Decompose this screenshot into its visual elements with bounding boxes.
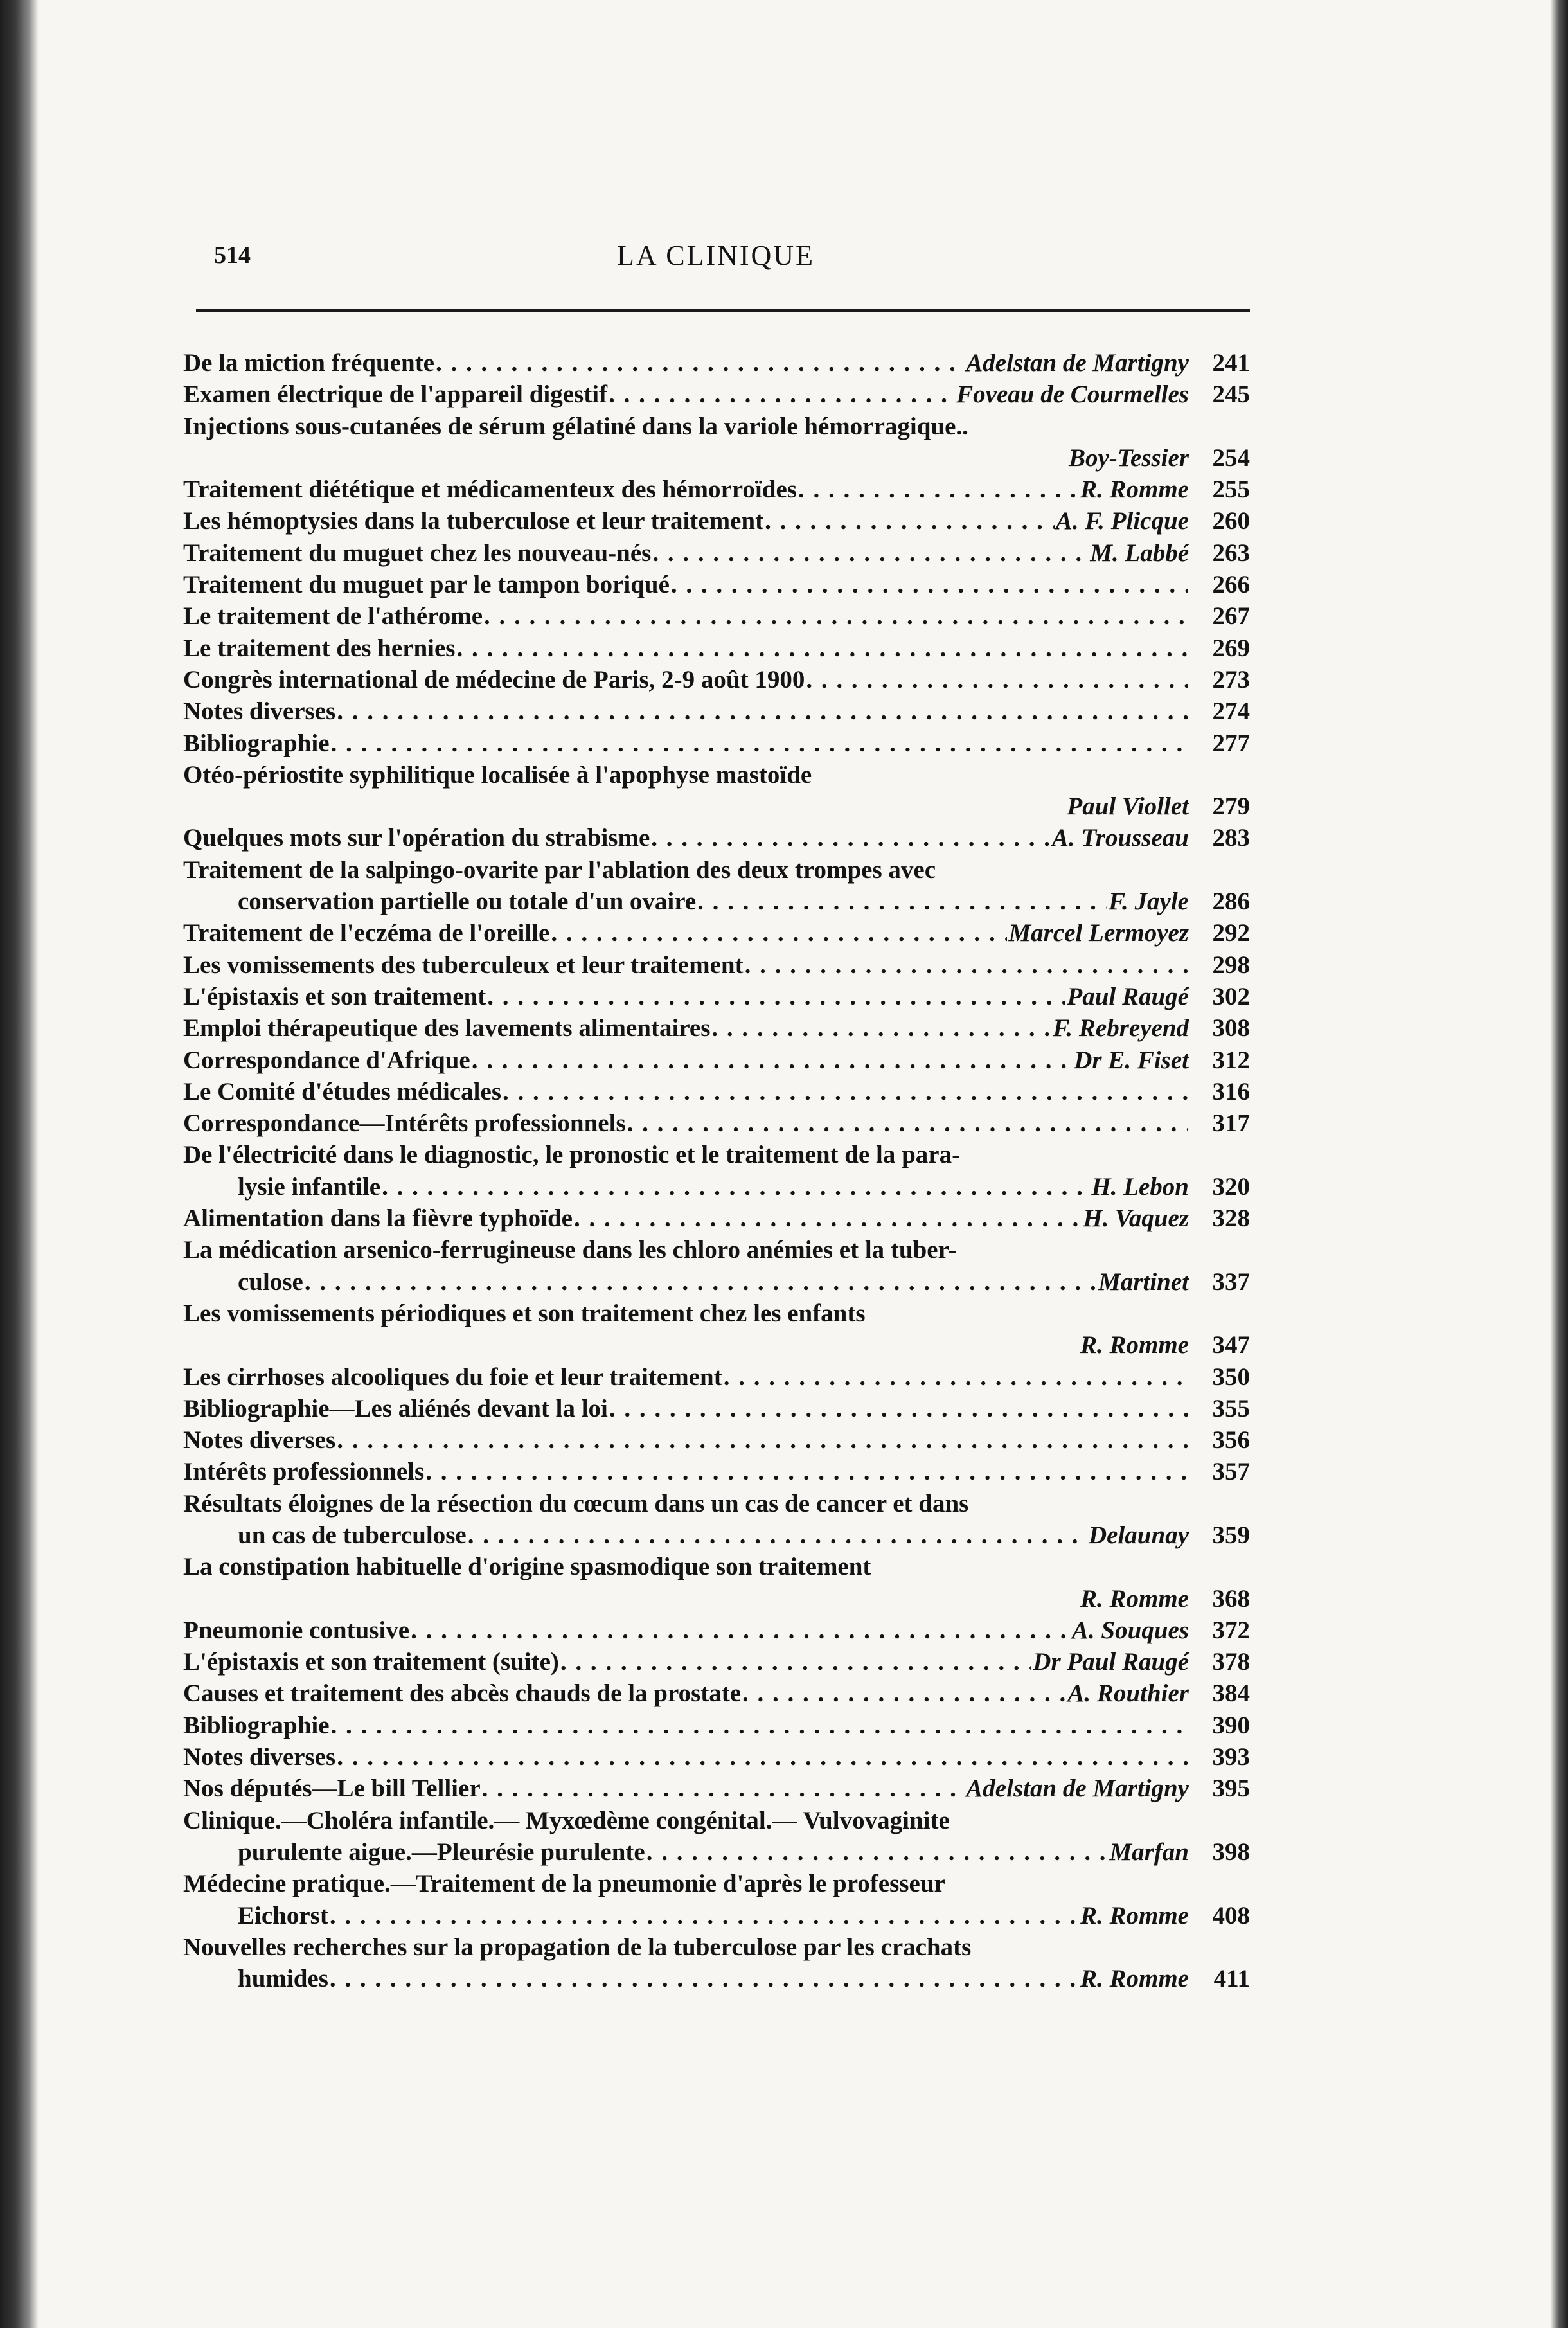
entry-author: R. Romme [1080,1965,1189,1993]
entry-author: Adelstan de Martigny [966,349,1189,377]
entry-page-number: 312 [1212,1046,1250,1074]
toc-entry [183,981,1250,1012]
entry-author: Marfan [1109,1838,1189,1866]
entry-author: H. Lebon [1091,1172,1189,1201]
entry-author: M. Labbé [1090,539,1189,567]
toc-entry-line [183,1615,1250,1646]
entry-author: Paul Viollet [1067,792,1189,821]
entry-title: lysie infantile [238,1172,381,1201]
toc-entry [183,1361,1250,1393]
dot-leader [798,474,1079,505]
entry-title: Injections sous-cutanées de sérum gélatiné dans la variole hémorragique.. [183,412,968,440]
dot-leader [482,1773,965,1804]
entry-title: Traitement du muguet par le tampon boriqué [183,571,670,599]
toc-entry [183,569,1250,600]
entry-title: Traitement de l'eczéma de l'oreille [183,919,550,947]
dot-leader [484,600,1188,632]
toc-entry [183,600,1250,632]
entry-author: Adelstan de Martigny [966,1775,1189,1803]
entry-title: Traitement de la salpingo-ovarite par l'ablation des deux trompes avec [183,855,936,884]
entry-author: Foveau de Courmelles [956,381,1189,409]
toc-entry [183,1931,1250,1995]
toc-entry-line [183,1393,1250,1424]
entry-title: Les vomissements périodiques et son traitement chez les enfants [183,1299,866,1327]
entry-title: Notes diverses [183,1426,336,1455]
toc-entry-line [183,1773,1250,1804]
entry-page-number: 328 [1212,1204,1250,1233]
entry-title: Les vomissements des tuberculeux et leur traitement [183,951,744,979]
dot-leader [468,1519,1087,1551]
entry-author: R. Romme [1080,1901,1189,1930]
entry-page-number: 292 [1212,919,1250,947]
toc-entry-line [183,569,1250,600]
dot-leader [411,1615,1071,1646]
toc-entry [183,1741,1250,1773]
entry-page-number: 411 [1213,1965,1250,1993]
toc-entry-line [183,1076,1250,1107]
entry-title: Le traitement de l'athérome [183,602,483,631]
toc-entry-line [183,1678,1250,1709]
entry-page-number: 359 [1212,1521,1250,1549]
toc-entry-line [183,505,1250,537]
toc-entry-line [183,1203,1250,1234]
dot-leader [697,886,1107,917]
entry-title: Intérêts professionnels [183,1458,425,1486]
dot-leader [745,949,1188,981]
dot-leader [425,1456,1188,1487]
dot-leader [337,1741,1188,1773]
toc-entry [183,695,1250,727]
entry-title: L'épistaxis et son traitement [183,982,486,1010]
entry-title: Pneumonie contusive [183,1616,410,1644]
dot-leader [742,1678,1066,1709]
toc-entry [183,759,1250,823]
entry-page-number: 372 [1212,1616,1250,1644]
toc-entry-line [183,822,1250,854]
entry-page-number: 390 [1212,1711,1250,1739]
toc-entry [183,474,1250,505]
entry-page-number: 298 [1212,951,1250,979]
toc-entry [183,1710,1250,1741]
dot-leader [456,632,1188,664]
toc-entry-line [183,1171,1250,1203]
entry-title: Médecine pratique.—Traitement de la pneumonie d'après le professeur [183,1870,945,1898]
toc-entry [183,1107,1250,1139]
dot-leader [609,379,955,410]
page-number: 514 [214,242,251,269]
toc-entry [183,1298,1250,1361]
dot-leader [646,1836,1109,1868]
toc-entry [183,347,1250,379]
entry-author: Dr Paul Raugé [1033,1648,1189,1676]
toc-entry [183,1456,1250,1487]
dot-leader [652,537,1089,569]
toc-entry-line [183,1868,1250,1899]
entry-title: conservation partielle ou totale d'un ovaire [238,888,697,916]
entry-title: Bibliographie—Les aliénés devant la loi [183,1394,608,1422]
toc-entry-line [183,854,1250,886]
entry-page-number: 254 [1212,443,1250,472]
toc-entry-line [183,949,1250,981]
toc-entry [183,379,1250,410]
entry-page-number: 368 [1212,1584,1250,1613]
toc-entry-line [183,886,1250,917]
entry-page-number: 277 [1212,729,1250,757]
entry-title: un cas de tuberculose [238,1521,467,1549]
toc-entry-line [183,1900,1250,1931]
entry-title: De la miction fréquente [183,349,434,377]
entry-page-number: 279 [1212,792,1250,821]
entry-page-number: 408 [1212,1901,1250,1930]
toc-entry [183,537,1250,569]
toc-entry-line [183,695,1250,727]
entry-title: culose [238,1267,303,1296]
dot-leader [487,981,1065,1012]
entry-author: A. Routhier [1067,1679,1189,1708]
entry-title: Examen électrique de l'appareil digestif [183,381,608,409]
toc-entry [183,632,1250,664]
dot-leader [331,1710,1188,1741]
toc-entry-line [183,1012,1250,1044]
entry-title: Nos députés—Le bill Tellier [183,1775,481,1803]
toc-entry-line [183,1266,1250,1298]
toc-entry [183,949,1250,981]
entry-author: Dr E. Fiset [1074,1046,1189,1074]
entry-title: Congrès international de médecine de Paris, 2-9 août 1900 [183,665,805,694]
entry-title: Causes et traitement des abcès chauds de la prostate [183,1679,742,1708]
toc-author-line [183,791,1250,822]
entry-page-number: 357 [1212,1458,1250,1486]
entry-title: Correspondance d'Afrique [183,1046,470,1074]
toc-entry-line [183,411,1250,442]
dot-leader [330,1900,1079,1931]
entry-title: Les cirrhoses alcooliques du foie et leur traitement [183,1363,722,1391]
entry-title: Alimentation dans la fièvre typhoïde [183,1204,573,1233]
entry-title: Traitement diététique et médicamenteux des hémorroïdes [183,476,797,504]
entry-title: Eichorst [238,1901,328,1930]
scan-shadow-left [0,0,39,2328]
toc-entry [183,664,1250,695]
entry-page-number: 317 [1212,1109,1250,1138]
entry-title: Bibliographie [183,729,330,757]
toc-entry-line [183,917,1250,949]
toc-entry-line [183,379,1250,410]
toc-entry-line [183,1107,1250,1139]
entry-author: F. Jayle [1109,888,1189,916]
table-of-contents [183,347,1250,1994]
dot-leader [472,1044,1073,1076]
dot-leader [711,1012,1051,1044]
entry-page-number: 302 [1212,982,1250,1010]
scan-shadow-right [1550,0,1568,2328]
entry-title: Le traitement des hernies [183,634,456,662]
toc-entry-line [183,1234,1250,1266]
toc-entry [183,917,1250,949]
entry-page-number: 269 [1212,634,1250,662]
toc-entry [183,1805,1250,1868]
dot-leader [436,347,965,379]
entry-page-number: 260 [1212,507,1250,535]
entry-author: H. Vaquez [1083,1204,1189,1233]
toc-entry-line [183,1361,1250,1393]
dot-leader [609,1393,1188,1424]
entry-title: Emploi thérapeutique des lavements alimentaires [183,1014,711,1043]
dot-leader [331,728,1188,759]
dot-leader [724,1361,1188,1393]
toc-entry-line [183,1456,1250,1487]
dot-leader [337,695,1188,727]
dot-leader [503,1076,1188,1107]
toc-author-line [183,442,1250,474]
entry-page-number: 378 [1212,1648,1250,1676]
entry-title: Bibliographie [183,1711,330,1739]
entry-page-number: 308 [1212,1014,1250,1043]
toc-entry [183,1488,1250,1552]
entry-title: Le Comité d'études médicales [183,1077,502,1106]
entry-title: La constipation habituelle d'origine spasmodique son traitement [183,1553,871,1581]
entry-page-number: 393 [1212,1743,1250,1771]
toc-entry-line [183,728,1250,759]
entry-page-number: 395 [1212,1775,1250,1803]
entry-page-number: 266 [1212,571,1250,599]
entry-author: R. Romme [1080,1331,1189,1359]
toc-entry [183,1551,1250,1615]
dot-leader [560,1646,1031,1678]
toc-entry-line [183,1298,1250,1329]
toc-entry-line [183,1646,1250,1678]
toc-entry [183,505,1250,537]
toc-entry [183,1076,1250,1107]
entry-author: A. Souques [1071,1616,1189,1644]
dot-leader [574,1203,1082,1234]
toc-entry-line [183,1488,1250,1519]
entry-author: Martinet [1098,1267,1189,1296]
toc-entry-line [183,759,1250,791]
toc-entry-line [183,474,1250,505]
entry-title: humides [238,1965,328,1993]
toc-entry [183,1678,1250,1709]
dot-leader [551,917,1007,949]
entry-author: Paul Raugé [1067,982,1189,1010]
entry-author: Boy-Tessier [1068,443,1189,472]
entry-title: Otéo-périostite syphilitique localisée à l'apophyse mastoïde [183,760,812,789]
entry-page-number: 355 [1212,1394,1250,1422]
entry-title: Correspondance—Intérêts professionnels [183,1109,626,1138]
entry-author: A. Trousseau [1051,824,1189,852]
toc-entry [183,1424,1250,1456]
dot-leader [337,1424,1188,1456]
toc-entry [183,1139,1250,1203]
toc-entry [183,822,1250,854]
entry-page-number: 263 [1212,539,1250,567]
toc-entry-line [183,1424,1250,1456]
entry-page-number: 241 [1212,349,1250,377]
entry-page-number: 356 [1212,1426,1250,1455]
entry-author: R. Romme [1080,476,1189,504]
entry-page-number: 255 [1212,476,1250,504]
toc-author-line [183,1583,1250,1615]
entry-page-number: 267 [1212,602,1250,631]
toc-entry-line [183,1710,1250,1741]
dot-leader [765,505,1055,537]
toc-entry-line [183,981,1250,1012]
toc-entry [183,1868,1250,1931]
entry-title: Notes diverses [183,697,336,726]
entry-title: Les hémoptysies dans la tuberculose et leur traitement [183,507,764,535]
entry-author: A. F. Plicque [1055,507,1189,535]
entry-title: Résultats éloignes de la résection du cœcum dans un cas de cancer et dans [183,1489,969,1518]
toc-entry [183,728,1250,759]
entry-title: Traitement du muguet chez les nouveau-nés [183,539,652,567]
toc-entry-line [183,1836,1250,1868]
toc-entry-line [183,1741,1250,1773]
dot-leader [806,664,1188,695]
toc-entry-line [183,1963,1250,1994]
toc-entry-line [183,1139,1250,1170]
entry-title: Quelques mots sur l'opération du strabisme [183,824,650,852]
toc-entry [183,1393,1250,1424]
toc-entry-line [183,632,1250,664]
toc-author-line [183,1329,1250,1361]
toc-entry-line [183,1044,1250,1076]
entry-page-number: 337 [1212,1267,1250,1296]
dot-leader [382,1171,1090,1203]
toc-entry-line [183,347,1250,379]
entry-page-number: 347 [1212,1331,1250,1359]
running-title: LA CLINIQUE [617,240,815,271]
toc-entry [183,1773,1250,1804]
entry-author: Delaunay [1089,1521,1189,1549]
dot-leader [330,1963,1079,1994]
toc-entry [183,1012,1250,1044]
toc-entry [183,1044,1250,1076]
toc-entry-line [183,537,1250,569]
entry-page-number: 245 [1212,381,1250,409]
toc-entry [183,1234,1250,1298]
toc-entry [183,1203,1250,1234]
toc-entry-line [183,1805,1250,1836]
toc-entry-line [183,1551,1250,1582]
toc-entry [183,1615,1250,1646]
entry-author: F. Rebreyend [1053,1014,1189,1043]
entry-title: L'épistaxis et son traitement (suite) [183,1648,559,1676]
entry-title: La médication arsenico-ferrugineuse dans les chloro anémies et la tuber- [183,1236,957,1264]
entry-page-number: 316 [1212,1077,1250,1106]
toc-entry [183,854,1250,918]
entry-title: Notes diverses [183,1743,336,1771]
entry-title: De l'électricité dans le diagnostic, le pronostic et le traitement de la para- [183,1141,961,1169]
entry-page-number: 274 [1212,697,1250,726]
entry-page-number: 350 [1212,1363,1250,1391]
toc-entry-line [183,600,1250,632]
entry-author: Marcel Lermoyez [1008,919,1189,947]
dot-leader [627,1107,1188,1139]
toc-entry-line [183,1519,1250,1551]
entry-page-number: 320 [1212,1172,1250,1201]
toc-entry [183,411,1250,474]
entry-page-number: 283 [1212,824,1250,852]
dot-leader [651,822,1051,854]
dot-leader [671,569,1188,600]
entry-page-number: 286 [1212,888,1250,916]
toc-entry-line [183,1931,1250,1963]
toc-entry [183,1646,1250,1678]
entry-title: Nouvelles recherches sur la propagation de la tuberculose par les crachats [183,1933,972,1961]
entry-page-number: 273 [1212,665,1250,694]
dot-leader [305,1266,1097,1298]
header-rule [196,309,1250,312]
entry-page-number: 398 [1212,1838,1250,1866]
toc-entry-line [183,664,1250,695]
entry-title: purulente aigue.—Pleurésie purulente [238,1838,645,1866]
entry-author: R. Romme [1080,1584,1189,1613]
entry-page-number: 384 [1212,1679,1250,1708]
entry-title: Clinique.—Choléra infantile.— Myxœdème congénital.— Vulvovaginite [183,1806,950,1834]
